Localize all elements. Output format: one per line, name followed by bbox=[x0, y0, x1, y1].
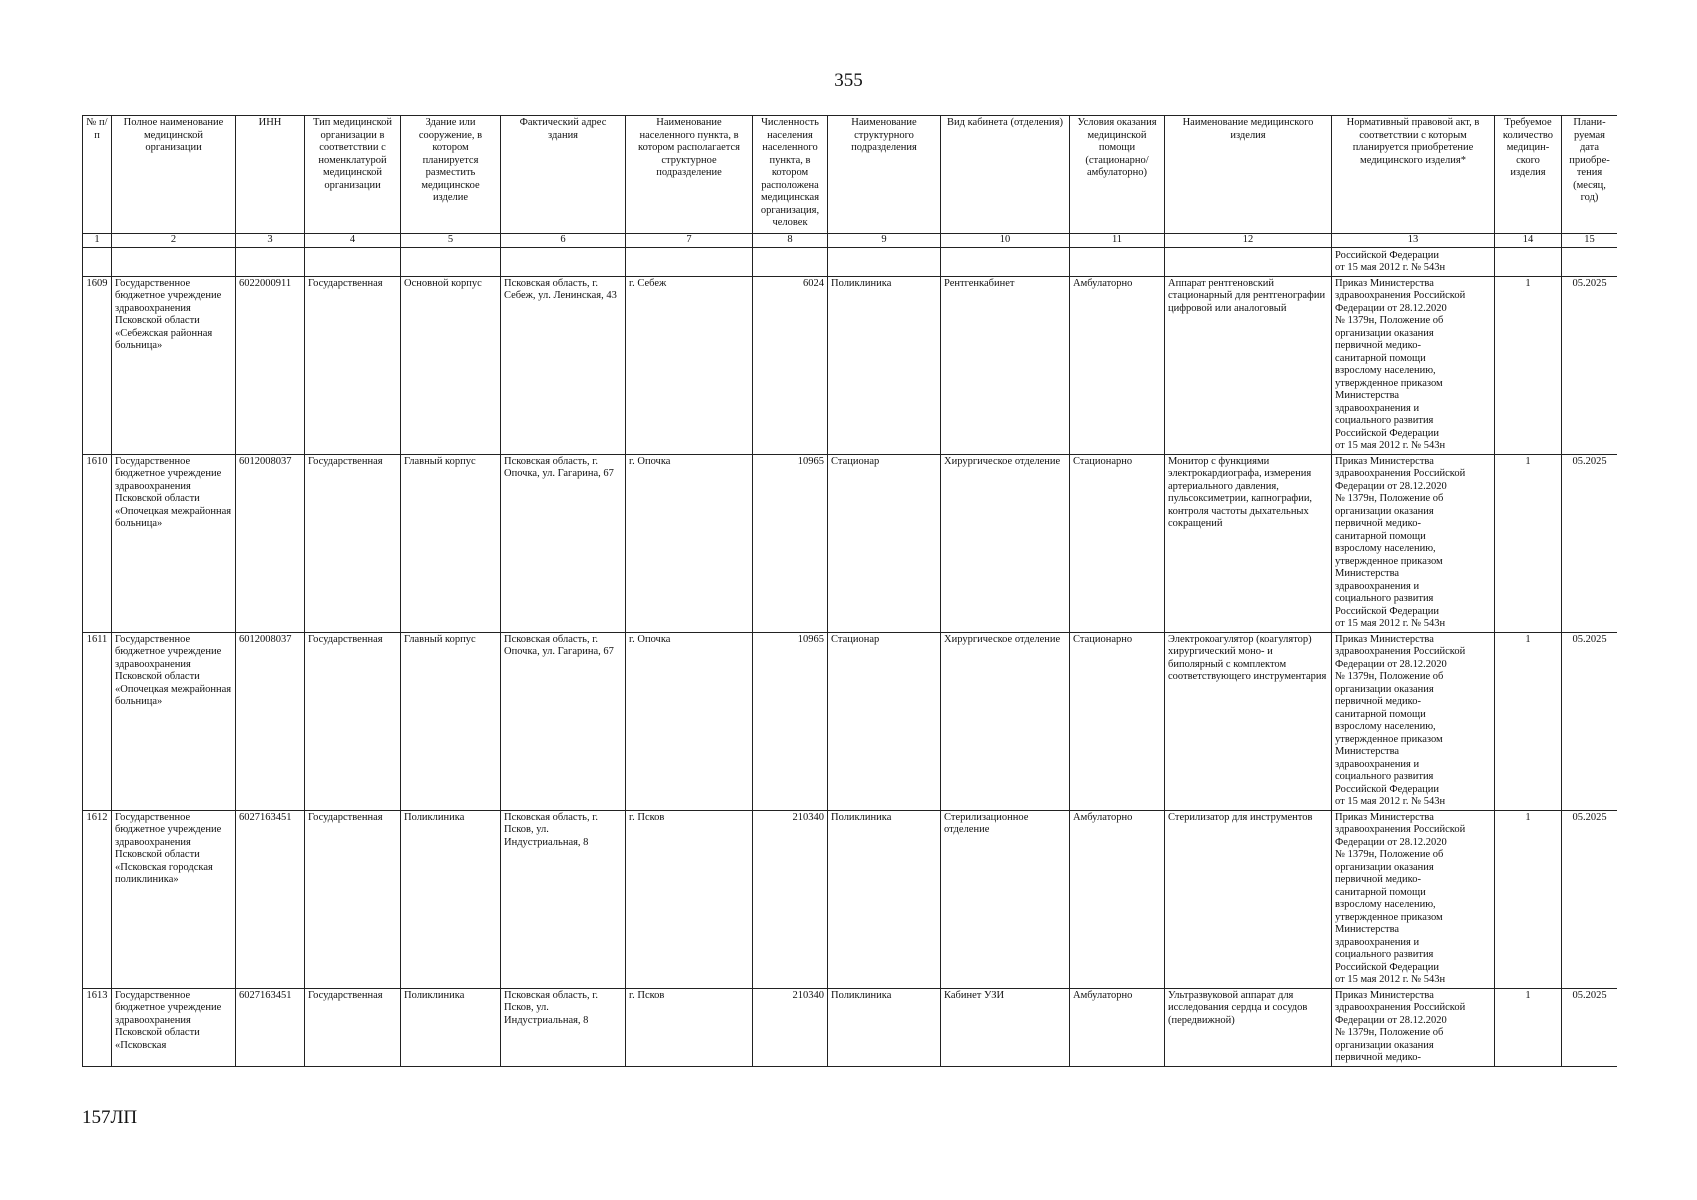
quantity-cell: 1 bbox=[1495, 988, 1562, 1066]
legal-act-cell: Приказ Министерства здравоохранения Российской Федерации от 28.12.2020 № 1379н, Положение об организации оказания первичной медико- bbox=[1332, 988, 1495, 1066]
inn-cell: 6022000911 bbox=[236, 276, 305, 454]
legal-act-cell: Приказ Министерства здравоохранения Российской Федерации от 28.12.2020 № 1379н, Положение об организации оказания первичной медико- санитарной помощи взрослому населению, утвержденное приказом Министерства здравоохранения и социального развития Российской Федерации от 15 мая 2012 г. № 543н bbox=[1332, 276, 1495, 454]
header-date: Плани-руемая дата приобре-тения (месяц, год) bbox=[1562, 116, 1618, 234]
empty-cell bbox=[401, 247, 501, 276]
header-row bbox=[83, 116, 1618, 234]
population-cell: 210340 bbox=[753, 810, 828, 988]
address-cell: Псковская область, г. Псков, ул. Индустриальная, 8 bbox=[501, 988, 626, 1066]
org-type-cell: Государственная bbox=[305, 454, 401, 632]
purchase-date-cell: 05.2025 bbox=[1562, 454, 1618, 632]
device-name-cell: Аппарат рентгеновский стационарный для рентгенографии цифровой или аналоговый bbox=[1165, 276, 1332, 454]
org-name-cell: Государственное бюджетное учреждение здравоохранения Псковской области «Опочецкая межрайонная больница» bbox=[112, 454, 236, 632]
legal-act-cell: Приказ Министерства здравоохранения Российской Федерации от 28.12.2020 № 1379н, Положение об организации оказания первичной медико- санитарной помощи взрослому населению, утвержденное приказом Министерства здравоохранения и социального развития Российской Федерации от 15 мая 2012 г. № 543н bbox=[1332, 632, 1495, 810]
empty-cell bbox=[1562, 247, 1618, 276]
header-type: Тип медицинской организации в соответствии с номенклатурой медицинской организации bbox=[305, 116, 401, 234]
org-type-cell: Государственная bbox=[305, 276, 401, 454]
header-building: Здание или сооружение, в котором планируется разместить медицинское изделие bbox=[401, 116, 501, 234]
table-wrapper bbox=[82, 115, 1617, 1098]
locality-cell: г. Псков bbox=[626, 810, 753, 988]
empty-cell bbox=[305, 247, 401, 276]
col-number: 11 bbox=[1070, 234, 1165, 248]
row-number-cell: 1609 bbox=[83, 276, 112, 454]
header-locality: Наименование населенного пункта, в котором располагается структурное подразделение bbox=[626, 116, 753, 234]
org-name-cell: Государственное бюджетное учреждение здравоохранения Псковской области «Псковская городская поликлиника» bbox=[112, 810, 236, 988]
header-qty: Требуемое количество медицин-ского изделия bbox=[1495, 116, 1562, 234]
device-name-cell: Ультразвуковой аппарат для исследования сердца и сосудов (передвижной) bbox=[1165, 988, 1332, 1066]
population-cell: 10965 bbox=[753, 632, 828, 810]
row-number-cell: 1612 bbox=[83, 810, 112, 988]
footer-code: 157ЛП bbox=[82, 1107, 138, 1128]
purchase-date-cell: 05.2025 bbox=[1562, 810, 1618, 988]
conditions-cell: Стационарно bbox=[1070, 454, 1165, 632]
org-name-cell: Государственное бюджетное учреждение здравоохранения Псковской области «Опочецкая межрайонная больница» bbox=[112, 632, 236, 810]
building-cell: Основной корпус bbox=[401, 276, 501, 454]
locality-cell: г. Себеж bbox=[626, 276, 753, 454]
col-number: 13 bbox=[1332, 234, 1495, 248]
header-unit: Наименование структурного подразделения bbox=[828, 116, 941, 234]
population-cell: 10965 bbox=[753, 454, 828, 632]
table-row bbox=[83, 276, 1618, 454]
quantity-cell: 1 bbox=[1495, 454, 1562, 632]
page-number: 355 bbox=[834, 70, 863, 91]
building-cell: Поликлиника bbox=[401, 810, 501, 988]
row-number-cell: 1610 bbox=[83, 454, 112, 632]
org-type-cell: Государственная bbox=[305, 632, 401, 810]
conditions-cell: Стационарно bbox=[1070, 632, 1165, 810]
quantity-cell: 1 bbox=[1495, 632, 1562, 810]
org-name-cell: Государственное бюджетное учреждение здравоохранения Псковской области «Себежская районная больница» bbox=[112, 276, 236, 454]
empty-cell bbox=[828, 247, 941, 276]
unit-cell: Стационар bbox=[828, 454, 941, 632]
empty-cell bbox=[941, 247, 1070, 276]
col-number: 7 bbox=[626, 234, 753, 248]
col-number: 10 bbox=[941, 234, 1070, 248]
inn-cell: 6012008037 bbox=[236, 632, 305, 810]
address-cell: Псковская область, г. Опочка, ул. Гагарина, 67 bbox=[501, 454, 626, 632]
header-conditions: Условия оказания медицинской помощи (стационарно/ амбулаторно) bbox=[1070, 116, 1165, 234]
col-number: 5 bbox=[401, 234, 501, 248]
org-type-cell: Государственная bbox=[305, 988, 401, 1066]
inn-cell: 6012008037 bbox=[236, 454, 305, 632]
empty-cell bbox=[1495, 247, 1562, 276]
unit-cell: Поликлиника bbox=[828, 988, 941, 1066]
header-device: Наименование медицинского изделия bbox=[1165, 116, 1332, 234]
empty-cell bbox=[1165, 247, 1332, 276]
purchase-date-cell: 05.2025 bbox=[1562, 632, 1618, 810]
room-type-cell: Стерилизационное отделение bbox=[941, 810, 1070, 988]
header-population: Численность населения населенного пункта, в котором расположена медицинская организация, человек bbox=[753, 116, 828, 234]
room-type-cell: Кабинет УЗИ bbox=[941, 988, 1070, 1066]
col-number: 14 bbox=[1495, 234, 1562, 248]
org-type-cell: Государственная bbox=[305, 810, 401, 988]
header-org: Полное наименование медицинской организации bbox=[112, 116, 236, 234]
address-cell: Псковская область, г. Себеж, ул. Ленинская, 43 bbox=[501, 276, 626, 454]
continuation-row bbox=[83, 247, 1618, 276]
table-row bbox=[83, 632, 1618, 810]
population-cell: 6024 bbox=[753, 276, 828, 454]
empty-cell bbox=[753, 247, 828, 276]
column-number-row bbox=[83, 234, 1618, 248]
unit-cell: Поликлиника bbox=[828, 276, 941, 454]
header-room: Вид кабинета (отделения) bbox=[941, 116, 1070, 234]
device-name-cell: Электрокоагулятор (коагулятор) хирургический моно- и биполярный с комплектом соответствующего инструментария bbox=[1165, 632, 1332, 810]
locality-cell: г. Опочка bbox=[626, 454, 753, 632]
equipment-table bbox=[82, 115, 1617, 1067]
col-number: 4 bbox=[305, 234, 401, 248]
col-number: 1 bbox=[83, 234, 112, 248]
device-name-cell: Стерилизатор для инструментов bbox=[1165, 810, 1332, 988]
col-number: 12 bbox=[1165, 234, 1332, 248]
quantity-cell: 1 bbox=[1495, 276, 1562, 454]
locality-cell: г. Опочка bbox=[626, 632, 753, 810]
empty-cell bbox=[112, 247, 236, 276]
purchase-date-cell: 05.2025 bbox=[1562, 276, 1618, 454]
population-cell: 210340 bbox=[753, 988, 828, 1066]
col-number: 2 bbox=[112, 234, 236, 248]
conditions-cell: Амбулаторно bbox=[1070, 988, 1165, 1066]
address-cell: Псковская область, г. Опочка, ул. Гагарина, 67 bbox=[501, 632, 626, 810]
building-cell: Главный корпус bbox=[401, 632, 501, 810]
device-name-cell: Монитор с функциями электрокардиографа, измерения артериального давления, пульсоксиметрии, капнографии, контроля частоты дыхательных сокращений bbox=[1165, 454, 1332, 632]
room-type-cell: Рентгенкабинет bbox=[941, 276, 1070, 454]
unit-cell: Поликлиника bbox=[828, 810, 941, 988]
row-number-cell: 1611 bbox=[83, 632, 112, 810]
room-type-cell: Хирургическое отделение bbox=[941, 454, 1070, 632]
empty-cell bbox=[501, 247, 626, 276]
inn-cell: 6027163451 bbox=[236, 810, 305, 988]
building-cell: Главный корпус bbox=[401, 454, 501, 632]
header-address: Фактический адрес здания bbox=[501, 116, 626, 234]
conditions-cell: Амбулаторно bbox=[1070, 276, 1165, 454]
inn-cell: 6027163451 bbox=[236, 988, 305, 1066]
org-name-cell: Государственное бюджетное учреждение здравоохранения Псковской области «Псковская bbox=[112, 988, 236, 1066]
unit-cell: Стационар bbox=[828, 632, 941, 810]
header-act: Нормативный правовой акт, в соответствии с которым планируется приобретение медицинского изделия* bbox=[1332, 116, 1495, 234]
building-cell: Поликлиника bbox=[401, 988, 501, 1066]
table-row bbox=[83, 810, 1618, 988]
purchase-date-cell: 05.2025 bbox=[1562, 988, 1618, 1066]
col-number: 6 bbox=[501, 234, 626, 248]
address-cell: Псковская область, г. Псков, ул. Индустриальная, 8 bbox=[501, 810, 626, 988]
legal-act-cell: Приказ Министерства здравоохранения Российской Федерации от 28.12.2020 № 1379н, Положение об организации оказания первичной медико- санитарной помощи взрослому населению, утвержденное приказом Министерства здравоохранения и социального развития Российской Федерации от 15 мая 2012 г. № 543н bbox=[1332, 810, 1495, 988]
col-number: 15 bbox=[1562, 234, 1618, 248]
legal-act-cell: Приказ Министерства здравоохранения Российской Федерации от 28.12.2020 № 1379н, Положение об организации оказания первичной медико- санитарной помощи взрослому населению, утвержденное приказом Министерства здравоохранения и социального развития Российской Федерации от 15 мая 2012 г. № 543н bbox=[1332, 454, 1495, 632]
locality-cell: г. Псков bbox=[626, 988, 753, 1066]
empty-cell bbox=[626, 247, 753, 276]
room-type-cell: Хирургическое отделение bbox=[941, 632, 1070, 810]
row-number-cell: 1613 bbox=[83, 988, 112, 1066]
empty-cell bbox=[236, 247, 305, 276]
act-continuation-cell: Российской Федерации от 15 мая 2012 г. № 543н bbox=[1332, 247, 1495, 276]
table-row bbox=[83, 454, 1618, 632]
table-row bbox=[83, 988, 1618, 1066]
header-inn: ИНН bbox=[236, 116, 305, 234]
quantity-cell: 1 bbox=[1495, 810, 1562, 988]
col-number: 3 bbox=[236, 234, 305, 248]
col-number: 8 bbox=[753, 234, 828, 248]
col-number: 9 bbox=[828, 234, 941, 248]
header-num: № п/п bbox=[83, 116, 112, 234]
conditions-cell: Амбулаторно bbox=[1070, 810, 1165, 988]
empty-cell bbox=[83, 247, 112, 276]
empty-cell bbox=[1070, 247, 1165, 276]
table-body bbox=[83, 234, 1618, 1067]
